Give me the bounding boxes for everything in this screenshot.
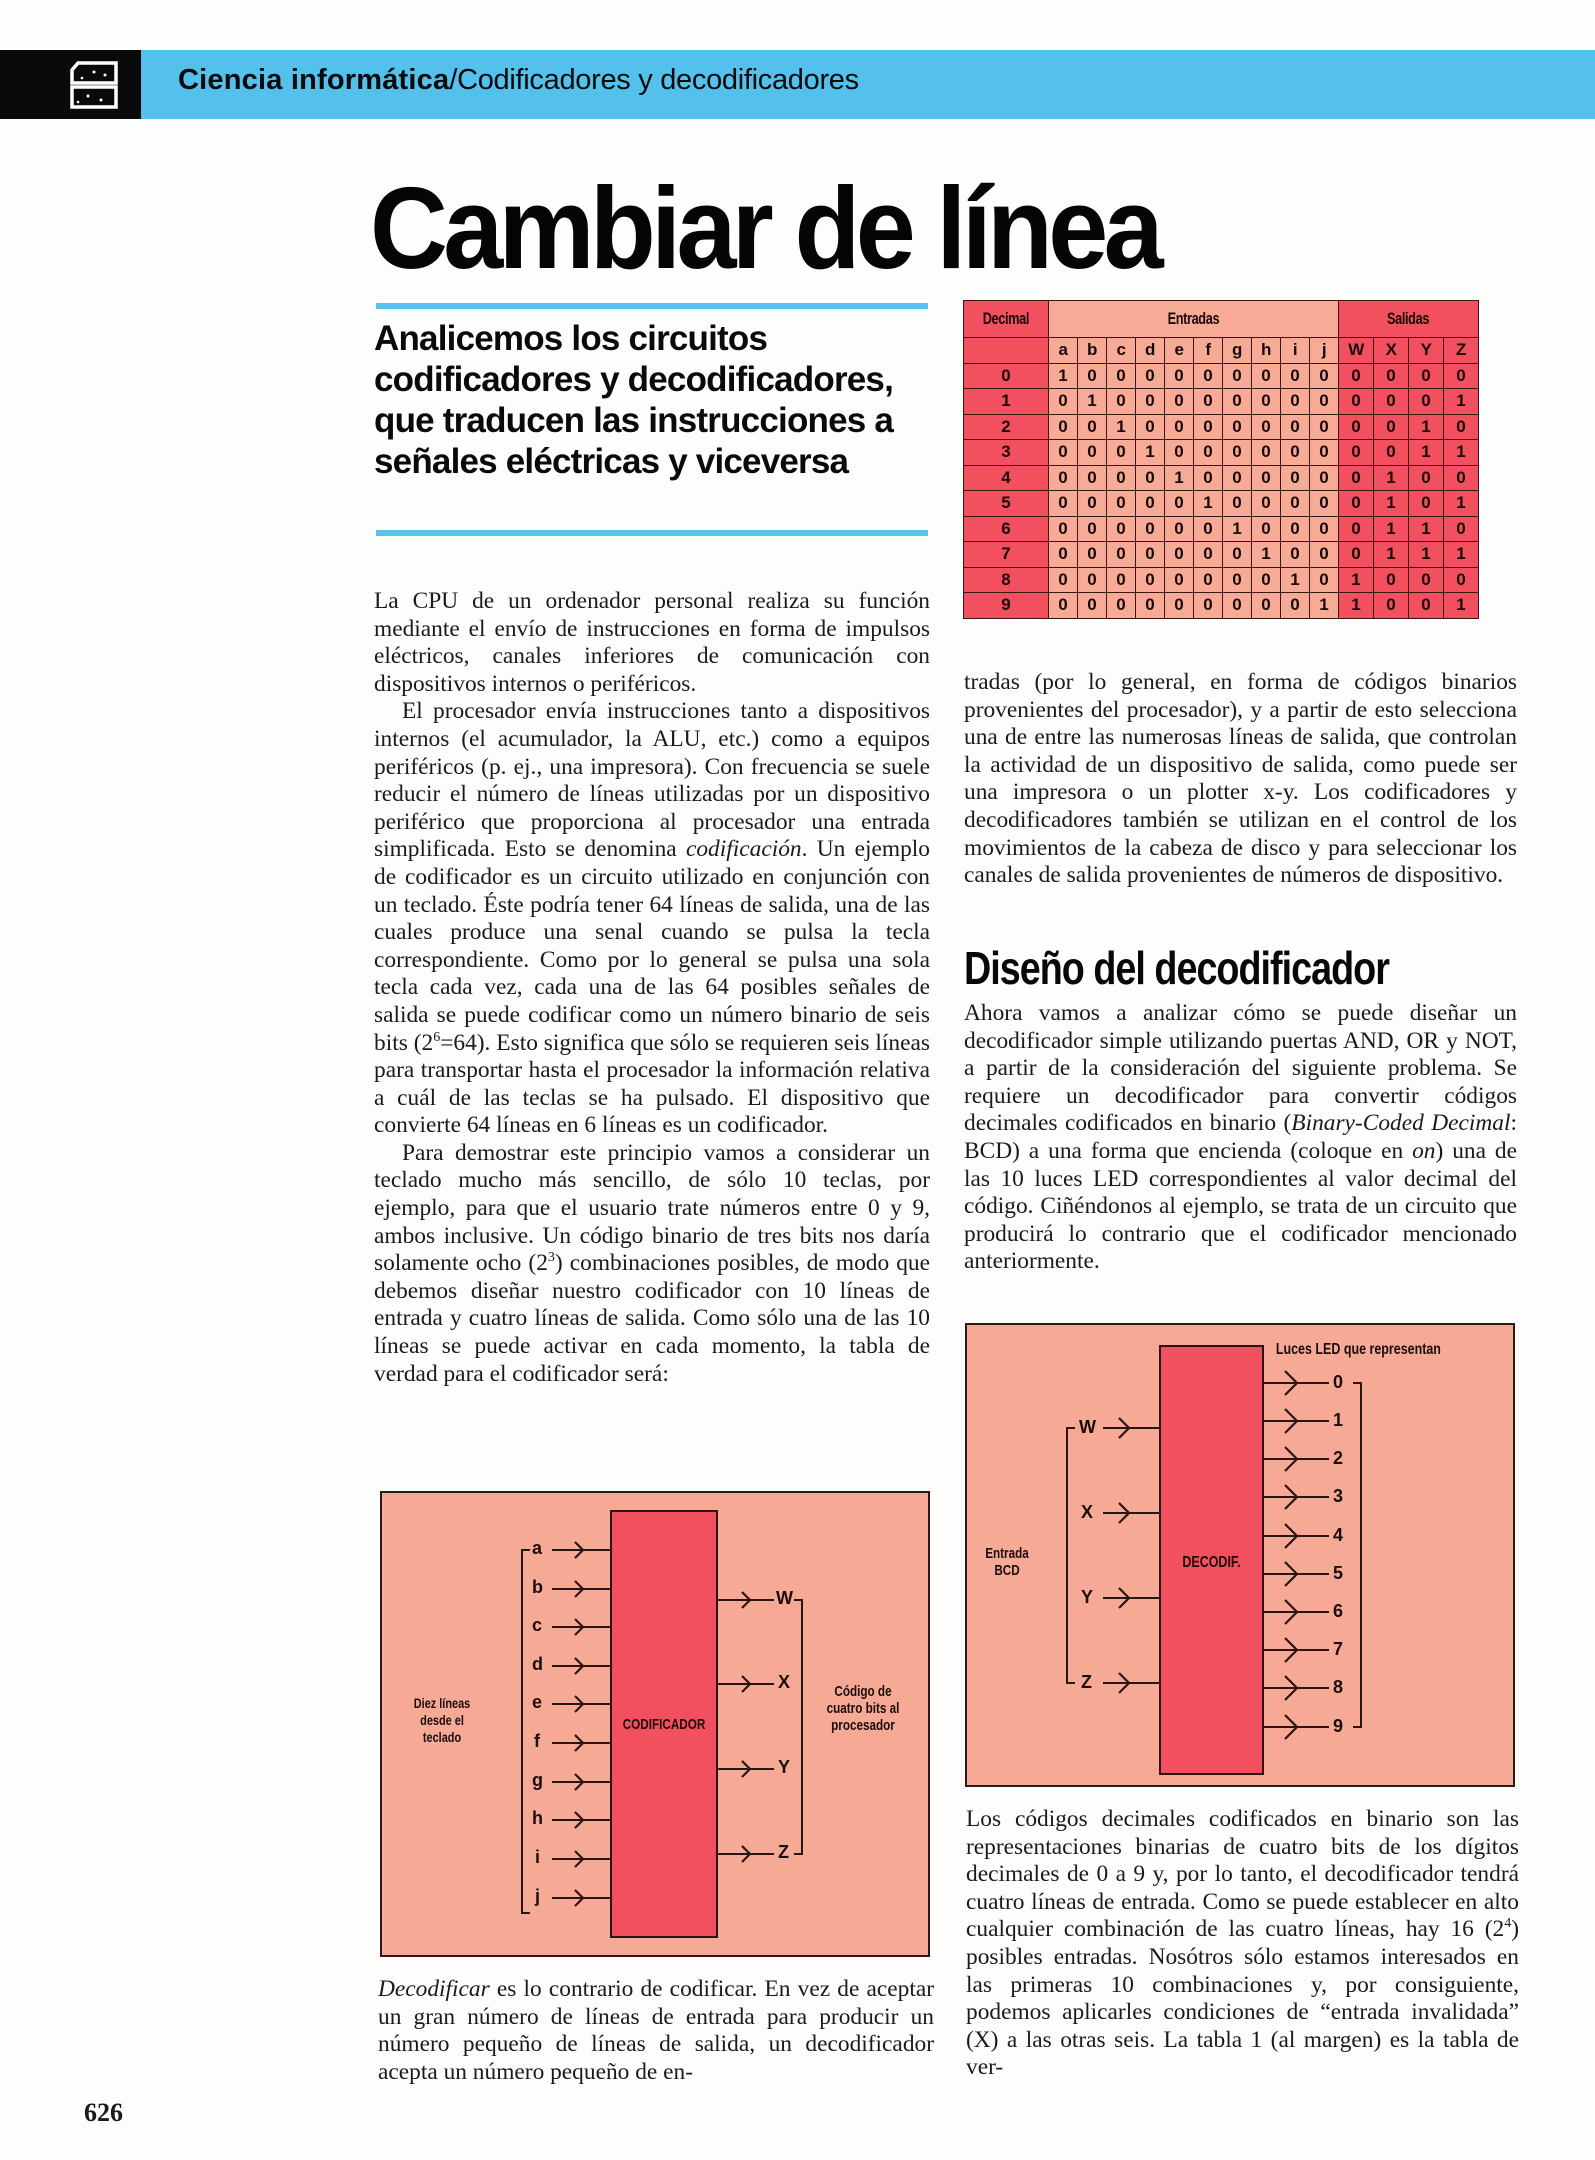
table-row: [964, 516, 1479, 542]
encoder-block-label: CODIFICADOR: [622, 1716, 706, 1733]
input-cell: 1: [1223, 516, 1252, 542]
encoder-truth-table: [963, 300, 1479, 619]
input-cell: 0: [1223, 465, 1252, 491]
input-cell: 0: [1136, 542, 1165, 568]
input-cell: 0: [1165, 542, 1194, 568]
output-cell: 1: [1409, 516, 1444, 542]
input-cell: 0: [1281, 414, 1310, 440]
input-cell: 0: [1223, 491, 1252, 517]
column-header-input: e: [1165, 338, 1194, 364]
output-cell: 1: [1374, 465, 1409, 491]
table-row: [964, 363, 1479, 389]
column-header-output: Y: [1409, 338, 1444, 364]
input-cell: 0: [1165, 363, 1194, 389]
input-cell: 0: [1223, 440, 1252, 466]
page-title: Cambiar de línea: [370, 163, 1159, 293]
decoder-diagram: [965, 1323, 1515, 1787]
table-row: [964, 389, 1479, 415]
input-cell: 0: [1049, 465, 1078, 491]
input-cell: 0: [1049, 491, 1078, 517]
input-cell: 0: [1281, 440, 1310, 466]
input-cell: 0: [1194, 440, 1223, 466]
output-cell: 1: [1339, 593, 1374, 619]
input-cell: 0: [1165, 491, 1194, 517]
output-cell: 1: [1374, 516, 1409, 542]
input-cell: 0: [1136, 465, 1165, 491]
input-cell: 0: [1136, 593, 1165, 619]
input-cell: 0: [1252, 593, 1281, 619]
column-header-output: Z: [1444, 338, 1479, 364]
input-cell: 0: [1194, 389, 1223, 415]
output-cell: 0: [1339, 542, 1374, 568]
input-cell: 0: [1310, 440, 1339, 466]
input-cell: 0: [1252, 491, 1281, 517]
output-cell: 1: [1409, 542, 1444, 568]
column-header-input: h: [1252, 338, 1281, 364]
input-pin-label: c: [532, 1615, 543, 1635]
column-header-input: i: [1281, 338, 1310, 364]
paragraph: [374, 1140, 930, 1388]
input-pin-label: f: [534, 1731, 540, 1751]
output-pin-label: 3: [1333, 1486, 1344, 1506]
input-cell: 0: [1078, 440, 1107, 466]
output-pin-label: X: [778, 1672, 791, 1692]
input-cell: 0: [1310, 516, 1339, 542]
input-cell: 0: [1107, 542, 1136, 568]
input-pin-label: i: [535, 1847, 541, 1867]
input-cell: 1: [1252, 542, 1281, 568]
text-run: ) una de las 10 luces LED correspondientes al valor decimal del código. Ciñéndonos al ejemplo, se trata de un circuito que producirá lo contrario que el codificador mencionado anteriormente.: [964, 1137, 1517, 1275]
output-pin-label: 6: [1333, 1601, 1344, 1621]
header-inputs: Entradas: [1049, 301, 1339, 338]
output-cell: 0: [1409, 491, 1444, 517]
input-pin-label: Y: [1081, 1587, 1094, 1607]
input-cell: 0: [1165, 414, 1194, 440]
output-cell: 1: [1409, 414, 1444, 440]
input-cell: 0: [1107, 465, 1136, 491]
input-cell: 1: [1165, 465, 1194, 491]
page-number: 626: [84, 2098, 123, 2127]
input-cell: 0: [1107, 593, 1136, 619]
input-cell: 0: [1281, 542, 1310, 568]
section-name: Ciencia informática: [178, 64, 450, 96]
header-outputs: Salidas: [1339, 301, 1479, 338]
output-pin-label: W: [776, 1588, 793, 1608]
input-cell: 0: [1194, 465, 1223, 491]
text-run: Los códigos decimales codificados en binario son las representaciones binarias de cuatro bits de los dígitos decimales de 0 a 9 y, por lo tanto, el decodificador tendrá cuatro líneas de entrada. Como se puede establecer en alto cualquier combinación de las cuatro líneas, hay 16 (2: [966, 1806, 1519, 1943]
subtitle: Analicemos los circuitos codificadores y decodificadores, que traducen las instrucciones a señales eléctricas y viceversa: [374, 319, 894, 481]
input-cell: 0: [1252, 516, 1281, 542]
input-pin-label: e: [532, 1692, 543, 1712]
superscript: 4: [1504, 1916, 1512, 1932]
column-header-input: a: [1049, 338, 1078, 364]
superscript: 6: [433, 1029, 441, 1045]
input-cell: 0: [1049, 593, 1078, 619]
column-header-input: f: [1194, 338, 1223, 364]
table-row: [964, 593, 1479, 619]
header-decimal: Decimal: [964, 301, 1049, 338]
input-cell: 0: [1223, 389, 1252, 415]
column-header-output: W: [1339, 338, 1374, 364]
input-cell: 0: [1310, 414, 1339, 440]
input-pin-label: W: [1079, 1417, 1096, 1437]
output-cell: 1: [1374, 542, 1409, 568]
input-pin-label: h: [532, 1808, 543, 1828]
decimal-cell: 4: [964, 465, 1049, 491]
output-pin-label: 2: [1333, 1448, 1344, 1468]
output-cell: 0: [1339, 363, 1374, 389]
decoding-intro-paragraph: [378, 1976, 934, 2086]
input-cell: 0: [1310, 465, 1339, 491]
table-row: [964, 440, 1479, 466]
output-cell: 0: [1339, 491, 1374, 517]
output-cell: 0: [1339, 465, 1374, 491]
table-row: [964, 567, 1479, 593]
input-pin-label: X: [1081, 1502, 1094, 1522]
output-cell: 0: [1409, 465, 1444, 491]
output-pin-label: Y: [778, 1757, 791, 1777]
input-cell: 0: [1252, 414, 1281, 440]
input-cell: 0: [1165, 593, 1194, 619]
encoder-left-label: Diez líneas desde el teclado: [413, 1695, 471, 1745]
input-cell: 0: [1281, 491, 1310, 517]
output-cell: 1: [1444, 389, 1479, 415]
truth-table-body: [964, 363, 1479, 618]
decimal-cell: 5: [964, 491, 1049, 517]
output-cell: 0: [1374, 567, 1409, 593]
input-cell: 0: [1310, 491, 1339, 517]
text-run: =64). Esto significa que sólo se requieren seis líneas para transportar hasta el procesador la información relativa a cuál de las teclas se ha pulsado. El dispositivo que convierte 64 líneas en 6 líneas es un codificador.: [374, 1029, 930, 1139]
output-cell: 0: [1374, 593, 1409, 619]
input-cell: 0: [1310, 542, 1339, 568]
output-cell: 0: [1339, 389, 1374, 415]
output-cell: 1: [1374, 491, 1409, 517]
right-column-paragraph-1: [964, 669, 1517, 890]
column-header-input: d: [1136, 338, 1165, 364]
input-cell: 0: [1107, 491, 1136, 517]
output-pin-label: 5: [1333, 1563, 1344, 1583]
input-cell: 0: [1049, 440, 1078, 466]
input-cell: 0: [1310, 567, 1339, 593]
input-cell: 0: [1281, 516, 1310, 542]
decimal-cell: 3: [964, 440, 1049, 466]
input-cell: 0: [1194, 593, 1223, 619]
input-cell: 0: [1049, 414, 1078, 440]
table-row: [964, 542, 1479, 568]
input-cell: 0: [1136, 414, 1165, 440]
input-pin-label: Z: [1081, 1672, 1092, 1692]
input-cell: 0: [1194, 542, 1223, 568]
output-cell: 0: [1444, 567, 1479, 593]
input-cell: 0: [1049, 389, 1078, 415]
table-row: [964, 414, 1479, 440]
text-run: Para demostrar este principio vamos a considerar un teclado mucho más sencillo, de sólo 10 teclas, por ejemplo, para que el usuario trate números entre 0 y 9, ambos inclusive. Un código binario de tres bits nos daría solamente ocho (2: [374, 1139, 930, 1277]
subtitle-rule-bottom: [376, 530, 928, 536]
output-cell: 1: [1339, 567, 1374, 593]
decimal-cell: 2: [964, 414, 1049, 440]
output-cell: 1: [1444, 593, 1479, 619]
paragraph: [378, 1976, 934, 2086]
input-cell: 0: [1281, 593, 1310, 619]
input-cell: 0: [1281, 465, 1310, 491]
input-cell: 1: [1107, 414, 1136, 440]
input-cell: 0: [1223, 363, 1252, 389]
text-run: es lo contrario de codificar. En vez de aceptar un gran número de líneas de entrada para producir un número pequeño de líneas de salida, un decodificador acepta un número pequeño de en-: [378, 1976, 934, 2085]
text-run: ) combinaciones posibles, de modo que debemos diseñar nuestro codificador con 10 líneas de entrada y cuatro líneas de salida. Como sólo una de las 10 líneas se puede activar en cada momento, la tabla de verdad para el codificador será:: [374, 1250, 930, 1387]
input-pin-label: d: [532, 1654, 543, 1674]
input-cell: 1: [1136, 440, 1165, 466]
superscript: 3: [547, 1250, 555, 1266]
column-header-output: X: [1374, 338, 1409, 364]
output-cell: 0: [1374, 389, 1409, 415]
output-pin-label: 7: [1333, 1639, 1344, 1659]
column-header-input: b: [1078, 338, 1107, 364]
decimal-cell: 1: [964, 389, 1049, 415]
paragraph: [966, 1806, 1519, 2082]
floppy-disk-icon: [68, 60, 120, 110]
input-cell: 0: [1223, 593, 1252, 619]
paragraph: tradas (por lo general, en forma de códigos binarios provenientes del procesador), y a partir de esto selecciona una de entre las numerosas líneas de salida, que controlan la actividad de un dispositivo de salida, como puede ser una impresora o un plotter x-y. Los codificadores y decodificadores también se utilizan en el control de los movimientos de la cabeza de disco y para seleccionar los canales de salida provenientes de números de dispositivo.: [964, 669, 1517, 889]
input-cell: 0: [1078, 414, 1107, 440]
column-header-input: c: [1107, 338, 1136, 364]
decimal-cell: 7: [964, 542, 1049, 568]
section-topic: /Codificadores y decodificadores: [449, 64, 859, 96]
encoder-block: [610, 1510, 718, 1938]
input-cell: 0: [1049, 516, 1078, 542]
input-cell: 0: [1136, 363, 1165, 389]
input-cell: 1: [1281, 567, 1310, 593]
input-pin-label: j: [535, 1886, 541, 1906]
output-cell: 0: [1444, 363, 1479, 389]
decimal-cell: 9: [964, 593, 1049, 619]
output-cell: 0: [1409, 593, 1444, 619]
column-header-row: [964, 338, 1479, 364]
emphasis: Decodificar: [378, 1976, 490, 2002]
input-cell: 0: [1223, 414, 1252, 440]
output-cell: 0: [1409, 363, 1444, 389]
input-cell: 0: [1223, 542, 1252, 568]
input-cell: 0: [1107, 389, 1136, 415]
decimal-cell: 6: [964, 516, 1049, 542]
output-cell: 1: [1444, 440, 1479, 466]
input-cell: 1: [1049, 363, 1078, 389]
input-cell: 0: [1078, 542, 1107, 568]
left-column-body: [374, 588, 930, 1388]
section-breadcrumb: [178, 64, 859, 97]
column-header-blank: [964, 338, 1049, 364]
input-cell: 0: [1194, 363, 1223, 389]
encoder-right-label: Código de cuatro bits al procesador: [826, 1683, 900, 1734]
text-run: : BCD) a una forma que encienda (coloque en: [964, 1110, 1517, 1164]
input-cell: 0: [1281, 363, 1310, 389]
output-cell: 1: [1444, 491, 1479, 517]
input-cell: 0: [1136, 516, 1165, 542]
input-cell: 0: [1078, 593, 1107, 619]
section-heading: Diseño del decodificador: [964, 942, 1389, 994]
output-pin-label: Z: [778, 1842, 789, 1862]
input-cell: 0: [1223, 567, 1252, 593]
text-run: Ahora vamos a analizar cómo se puede diseñar un decodificador simple utilizando puertas AND, OR y NOT, a partir de la consideración del siguiente problema. Se requiere un decodificador para convertir códigos decimales codificados en binario (: [964, 1000, 1517, 1137]
input-cell: 1: [1194, 491, 1223, 517]
input-cell: 0: [1252, 567, 1281, 593]
decoder-block: [1159, 1345, 1264, 1775]
input-cell: 0: [1107, 567, 1136, 593]
output-cell: 1: [1444, 542, 1479, 568]
input-cell: 0: [1049, 567, 1078, 593]
output-cell: 0: [1339, 414, 1374, 440]
input-cell: 0: [1136, 567, 1165, 593]
input-cell: 0: [1165, 516, 1194, 542]
encoder-diagram: [380, 1491, 930, 1957]
text-run: ) posibles entradas. Nosótros sólo estamos interesados en las primeras 10 combinaciones y, por consiguiente, podemos aplicarles condiciones de “entrada invalidada” (X) a las otras seis. La tabla 1 (al margen) es la tabla de ver-: [966, 1916, 1519, 2081]
input-cell: 0: [1078, 567, 1107, 593]
output-cell: 0: [1339, 516, 1374, 542]
input-pin-label: b: [532, 1577, 543, 1597]
input-cell: 0: [1136, 389, 1165, 415]
paragraph: [964, 1000, 1517, 1276]
emphasis: Binary-Coded Decimal: [1291, 1110, 1511, 1137]
output-pin-label: 1: [1333, 1410, 1344, 1430]
output-pin-label: 0: [1333, 1372, 1344, 1392]
output-cell: 0: [1444, 414, 1479, 440]
text-run: . Un ejemplo de codificador es un circuito utilizado en conjunción con un teclado. Éste podría tener 64 líneas de salida, una de las cuales produce una senal cuando se pulsa la tecla correspondiente. Como por lo general se pulsa una sola tecla cada vez, cada una de las 64 posibles señales de salida se puede codificar como un número binario de seis bits (2: [374, 836, 930, 1056]
input-cell: 0: [1310, 389, 1339, 415]
input-cell: 0: [1252, 389, 1281, 415]
input-cell: 0: [1194, 414, 1223, 440]
input-cell: 1: [1078, 389, 1107, 415]
input-pin-label: a: [532, 1538, 543, 1558]
output-cell: 0: [1409, 567, 1444, 593]
output-cell: 0: [1444, 516, 1479, 542]
input-cell: 0: [1281, 389, 1310, 415]
input-cell: 0: [1194, 567, 1223, 593]
column-header-input: j: [1310, 338, 1339, 364]
decoder-top-label: Luces LED que representan: [1275, 1341, 1441, 1358]
input-pin-label: g: [532, 1770, 543, 1790]
decimal-cell: 8: [964, 567, 1049, 593]
input-cell: 0: [1078, 465, 1107, 491]
input-cell: 0: [1078, 516, 1107, 542]
input-cell: 0: [1252, 440, 1281, 466]
paragraph: [374, 698, 930, 1140]
input-cell: 0: [1049, 542, 1078, 568]
decoder-block-label: DECODIF.: [1182, 1554, 1241, 1571]
input-cell: 0: [1107, 440, 1136, 466]
output-pin-label: 8: [1333, 1677, 1344, 1697]
output-cell: 0: [1409, 389, 1444, 415]
output-cell: 0: [1374, 363, 1409, 389]
text-run: El procesador envía instrucciones tanto a dispositivos internos (el acumulador, la ALU, etc.) como a equipos periféricos (p. ej., una impresora). Con frecuencia se suele reducir el número de líneas utilizadas por un dispositivo periférico que proporciona al procesador una entrada simplificada. Esto se denomina: [374, 698, 930, 863]
table-row: [964, 491, 1479, 517]
input-cell: 0: [1194, 516, 1223, 542]
decoder-left-label: Entrada BCD: [985, 1545, 1029, 1579]
column-header-input: g: [1223, 338, 1252, 364]
right-column-paragraph-2: [964, 1000, 1517, 1276]
input-cell: 0: [1310, 363, 1339, 389]
output-pin-label: 4: [1333, 1525, 1344, 1545]
output-cell: 1: [1409, 440, 1444, 466]
input-cell: 0: [1252, 465, 1281, 491]
output-cell: 0: [1444, 465, 1479, 491]
input-cell: 0: [1136, 491, 1165, 517]
input-cell: 0: [1165, 567, 1194, 593]
output-cell: 0: [1339, 440, 1374, 466]
output-cell: 0: [1374, 440, 1409, 466]
input-cell: 0: [1078, 491, 1107, 517]
table-row: [964, 465, 1479, 491]
paragraph: La CPU de un ordenador personal realiza su función mediante el envío de instrucciones en forma de impulsos eléctricos, canales inferiores de comunicación con dispositivos internos o periféricos.: [374, 588, 930, 697]
input-cell: 0: [1107, 363, 1136, 389]
decimal-cell: 0: [964, 363, 1049, 389]
emphasis: codificación: [685, 836, 802, 863]
subtitle-rule-top: [376, 303, 928, 309]
input-cell: 0: [1165, 389, 1194, 415]
output-pin-label: 9: [1333, 1716, 1344, 1736]
input-cell: 0: [1078, 363, 1107, 389]
input-cell: 0: [1107, 516, 1136, 542]
emphasis: on: [1412, 1137, 1436, 1164]
right-column-paragraph-3: [966, 1806, 1519, 2082]
input-cell: 0: [1165, 440, 1194, 466]
output-cell: 0: [1374, 414, 1409, 440]
input-cell: 0: [1252, 363, 1281, 389]
input-cell: 1: [1310, 593, 1339, 619]
